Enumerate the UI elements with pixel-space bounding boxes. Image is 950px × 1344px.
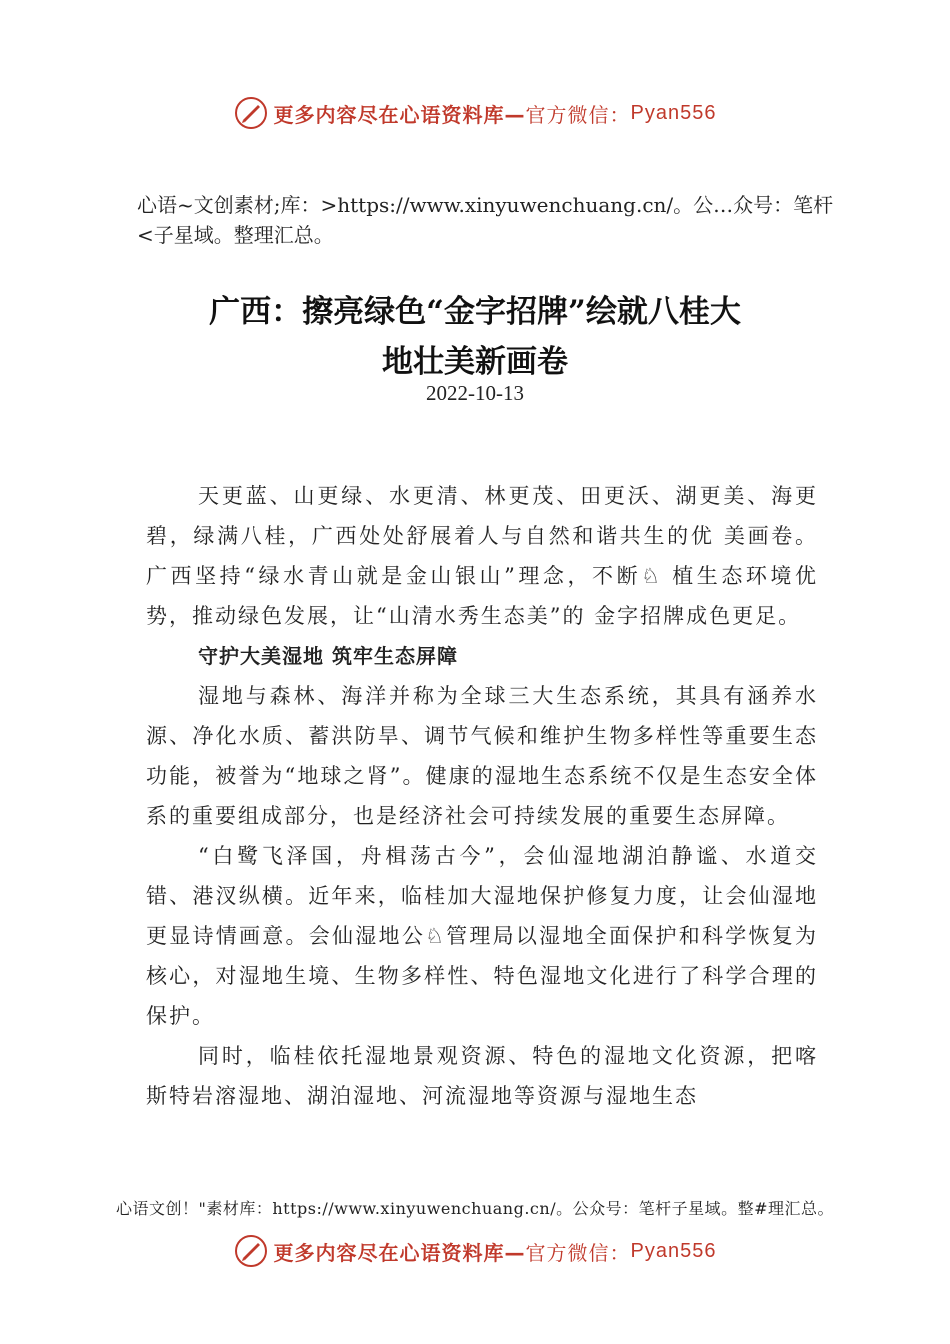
banner-wechat-id: Pyan556: [630, 101, 717, 124]
banner-wechat-label: 官方微信：: [525, 102, 631, 127]
banner-wechat-id: Pyan556: [630, 1239, 717, 1262]
article-title: [0, 287, 950, 387]
paragraph: 天更蓝、山更绿、水更清、林更茂、田更沃、湖更美、海更碧，绿满八桂，广西处处舒展着人与自然和谐共生的优 美画卷。广西坚持“绿水青山就是金山银山”理念，不断♘ 植生态环境优势，推动绿色发展，让“山清水秀生态美”的 金字招牌成色更足。: [146, 484, 818, 628]
paragraph: 湿地与森林、海洋并称为全球三大生态系统，其具有涵养水源、净化水质、蓄洪防旱、调节气候和维护生物多样性等重要生态功能，被誉为“地球之肾”。健康的湿地生态系统不仅是生态安全体系的重要组成部分，也是经济社会可持续发展的重要生态屏障。: [146, 684, 818, 828]
section-heading: 守护大美湿地 筑牢生态屏障: [198, 644, 458, 668]
paragraph: “白鹭飞泽国，舟楫荡古今”，会仙湿地湖泊静谧、水道交错、港汊纵横。近年来，临桂加大湿地保护修复力度，让会仙湿地更显诗情画意。会仙湿地公♘管理局以湿地全面保护和科学恢复为核心，对湿地生境、生物多样性、特色湿地文化进行了科学合理的保护。: [146, 844, 818, 1028]
quill-logo-icon: [234, 96, 268, 130]
footer-banner: [0, 1234, 950, 1268]
header-banner: [0, 96, 950, 130]
source-note-bottom: 心语文创！"素材库：https://www.xinyuwenchuang.cn/。公众号：笔杆子星域。整#理汇总。: [116, 1199, 834, 1218]
source-note-top: 心语~文创素材;库：>https://www.xinyuwenchuang.cn/。公…众号：笔杆<子星域。整理汇总。: [137, 193, 834, 247]
banner-text: 更多内容尽在心语资料库—: [273, 102, 526, 127]
article-date: 2022-10-13: [426, 381, 524, 405]
banner-text: 更多内容尽在心语资料库—: [273, 1240, 526, 1265]
article-title-line-1: 广西：擦亮绿色“金字招牌”绘就八桂大: [209, 294, 741, 330]
banner-wechat-label: 官方微信：: [525, 1240, 631, 1265]
quill-logo-icon: [234, 1234, 268, 1268]
article-body: [146, 476, 818, 1116]
article-title-line-2: 地壮美新画卷: [382, 344, 568, 380]
paragraph: 同时，临桂依托湿地景观资源、特色的湿地文化资源，把喀斯特岩溶湿地、湖泊湿地、河流湿地等资源与湿地生态: [146, 1044, 818, 1108]
